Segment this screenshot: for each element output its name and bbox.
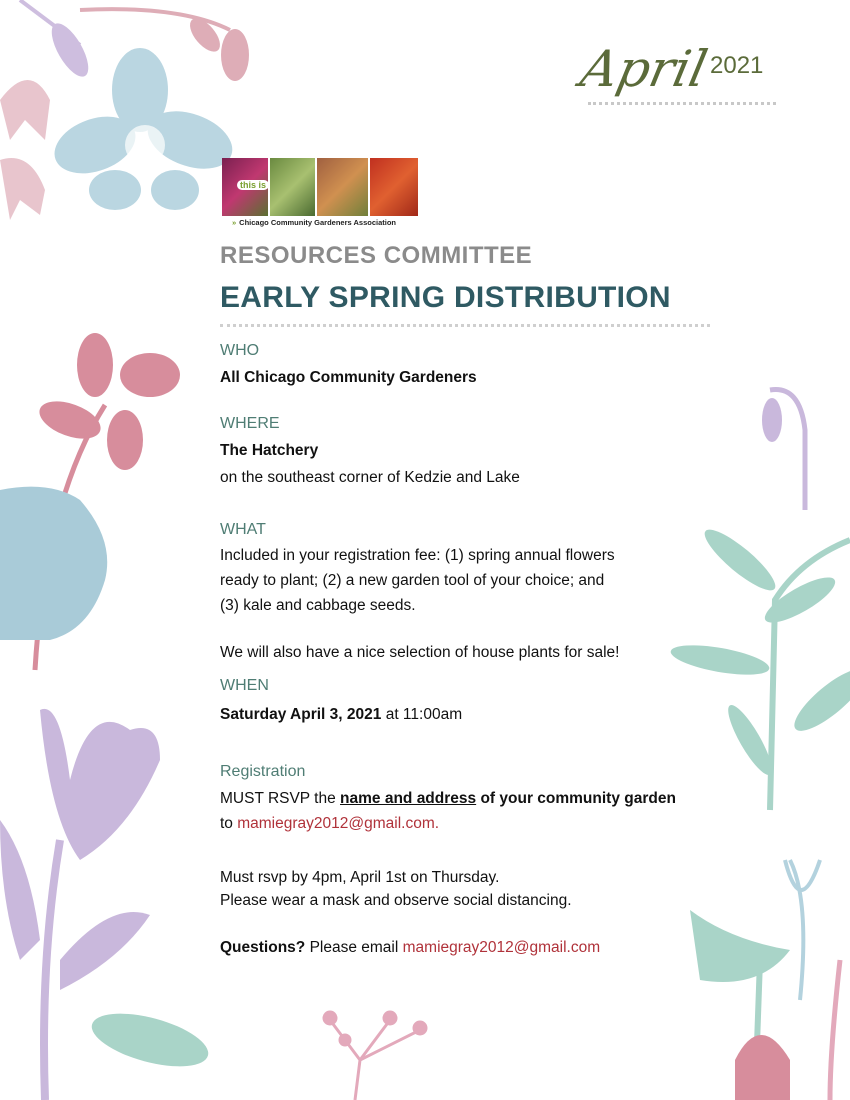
text: MUST RSVP the xyxy=(220,790,341,807)
text: to xyxy=(220,815,238,832)
where-place: The Hatchery xyxy=(220,442,319,459)
logo-letter xyxy=(370,158,418,216)
dotted-divider xyxy=(588,102,776,105)
text: of your community garden xyxy=(476,790,676,807)
when-time: at 11:00am xyxy=(381,706,463,723)
year: 2021 xyxy=(710,52,764,79)
chevron-icon: » xyxy=(232,218,237,227)
logo-subtitle: Chicago Community Gardeners Association xyxy=(239,218,397,227)
logo-letter xyxy=(270,158,316,216)
who-text: All Chicago Community Gardeners xyxy=(220,369,477,386)
email-link[interactable]: mamiegray2012@gmail.com. xyxy=(237,815,440,832)
questions-line xyxy=(220,935,600,960)
committee-heading: RESOURCES COMMITTEE xyxy=(220,242,533,269)
what-line: ready to plant; (2) a new garden tool of your choice; and xyxy=(220,572,605,589)
who-label: WHO xyxy=(220,342,260,359)
ccga-logo xyxy=(222,158,462,230)
logo-this-is: this is xyxy=(237,180,269,190)
registration-line1 xyxy=(220,786,676,811)
questions-label: Questions? xyxy=(220,939,306,956)
emphasis: name and address xyxy=(340,790,477,807)
flower-icon xyxy=(0,333,180,670)
flower-icon xyxy=(0,709,214,1100)
flower-icon xyxy=(324,1012,426,1100)
when-text xyxy=(220,702,462,727)
dotted-divider xyxy=(220,324,710,327)
what-line: Included in your registration fee: (1) spring annual flowers xyxy=(220,547,615,564)
flower-icon xyxy=(0,0,249,220)
when-label: WHEN xyxy=(220,677,269,694)
flower-icon xyxy=(669,390,850,1100)
page-title: EARLY SPRING DISTRIBUTION xyxy=(220,281,671,314)
text: Please email xyxy=(305,939,403,956)
mask-text: Please wear a mask and observe social distancing. xyxy=(220,892,572,909)
month-script: April xyxy=(575,40,713,98)
what-extra: We will also have a nice selection of house plants for sale! xyxy=(220,644,620,661)
what-label: WHAT xyxy=(220,521,266,538)
when-date: Saturday April 3, 2021 xyxy=(220,706,382,723)
where-detail: on the southeast corner of Kedzie and Lake xyxy=(220,469,520,486)
logo-letter xyxy=(317,158,368,216)
registration-label: Registration xyxy=(220,763,306,780)
registration-line2 xyxy=(220,811,439,836)
deadline-text: Must rsvp by 4pm, April 1st on Thursday. xyxy=(220,869,500,886)
what-description xyxy=(220,543,615,618)
email-link[interactable]: mamiegray2012@gmail.com xyxy=(402,939,601,956)
what-line: (3) kale and cabbage seeds. xyxy=(220,597,416,614)
where-label: WHERE xyxy=(220,415,280,432)
